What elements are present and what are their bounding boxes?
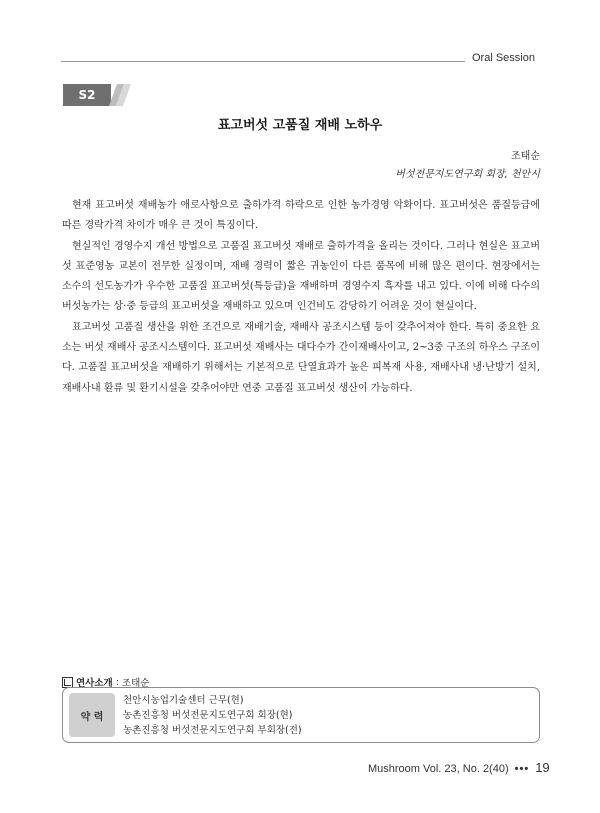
speaker-intro-name: 조태순 xyxy=(121,678,150,689)
page-number: 19 xyxy=(535,760,550,775)
session-label: Oral Session xyxy=(472,52,535,64)
author-name: 조태순 xyxy=(511,151,540,162)
page-footer xyxy=(368,760,550,775)
paragraph: 현재 표고버섯 재배농가 애로사항으로 출하가격 하락으로 인한 농가경영 악화이다. 표고버섯은 품질등급에 따른 경락가격 차이가 매우 큰 것이 특징이다. xyxy=(62,200,540,232)
session-tag xyxy=(63,84,123,106)
header-rule xyxy=(61,61,465,62)
career-item: 천안시농업기술센터 근무(현) xyxy=(123,695,244,706)
abstract-body xyxy=(62,196,540,399)
career-list xyxy=(123,693,302,738)
career-label: 약 력 xyxy=(69,693,115,737)
author-affiliation: 버섯전문지도연구회 회장, 천안시 xyxy=(395,169,540,180)
arrow-icon xyxy=(62,677,73,688)
session-tag-text: S2 xyxy=(78,88,96,102)
career-item: 농촌진흥청 버섯전문지도연구회 회장(현) xyxy=(123,710,293,721)
paragraph: 표고버섯 고품질 생산을 위한 조건으로 재배기술, 재배사 공조시스템 등이 갖추어져야 한다. 특히 중요한 요소는 버섯 재배사 공조시스템이다. 표고버섯 재배사는 대다수가 간이재배사이고, 2~3중 구조의 하우스 구조이다. 고품질 표고버섯을 재배하기 위해서는 기본적으로 단열효과가 높은 피복재 사용, 재배사내 냉·난방기 설치, 재배사내 환류 및 환기시설을 갖추어야만 연중 고품질 표고버섯 생산이 가능하다. xyxy=(62,321,540,394)
speaker-intro-colon: : xyxy=(115,676,119,688)
career-item: 농촌진흥청 버섯전문지도연구회 부회장(전) xyxy=(123,725,302,736)
page-title: 표고버섯 고품질 재배 노하우 xyxy=(217,118,383,133)
career-box xyxy=(62,687,540,743)
speaker-intro-label: 연사소개 xyxy=(76,678,113,689)
paragraph: 현실적인 경영수지 개선 방법으로 고품질 표고버섯 재배로 출하가격을 올리는 것이다. 그러나 현실은 표고버섯 표준영농 교본이 전무한 실정이며, 재배 경력이 짧은 귀농인이 다른 품목에 비해 많은 편이다. 현장에서는 소수의 선도농가가 우수한 고품질 표고버섯(특등급)을 재배하며 경영수지 흑자를 내고 있다. 이에 비해 다수의 버섯농가는 상·중 등급의 표고버섯을 재배하고 있으며 인건비도 감당하기 어려운 것이 현실이다. xyxy=(62,240,540,313)
journal-citation: Mushroom Vol. 23, No. 2(40) xyxy=(368,763,509,775)
footer-dots: ••• xyxy=(514,763,530,775)
